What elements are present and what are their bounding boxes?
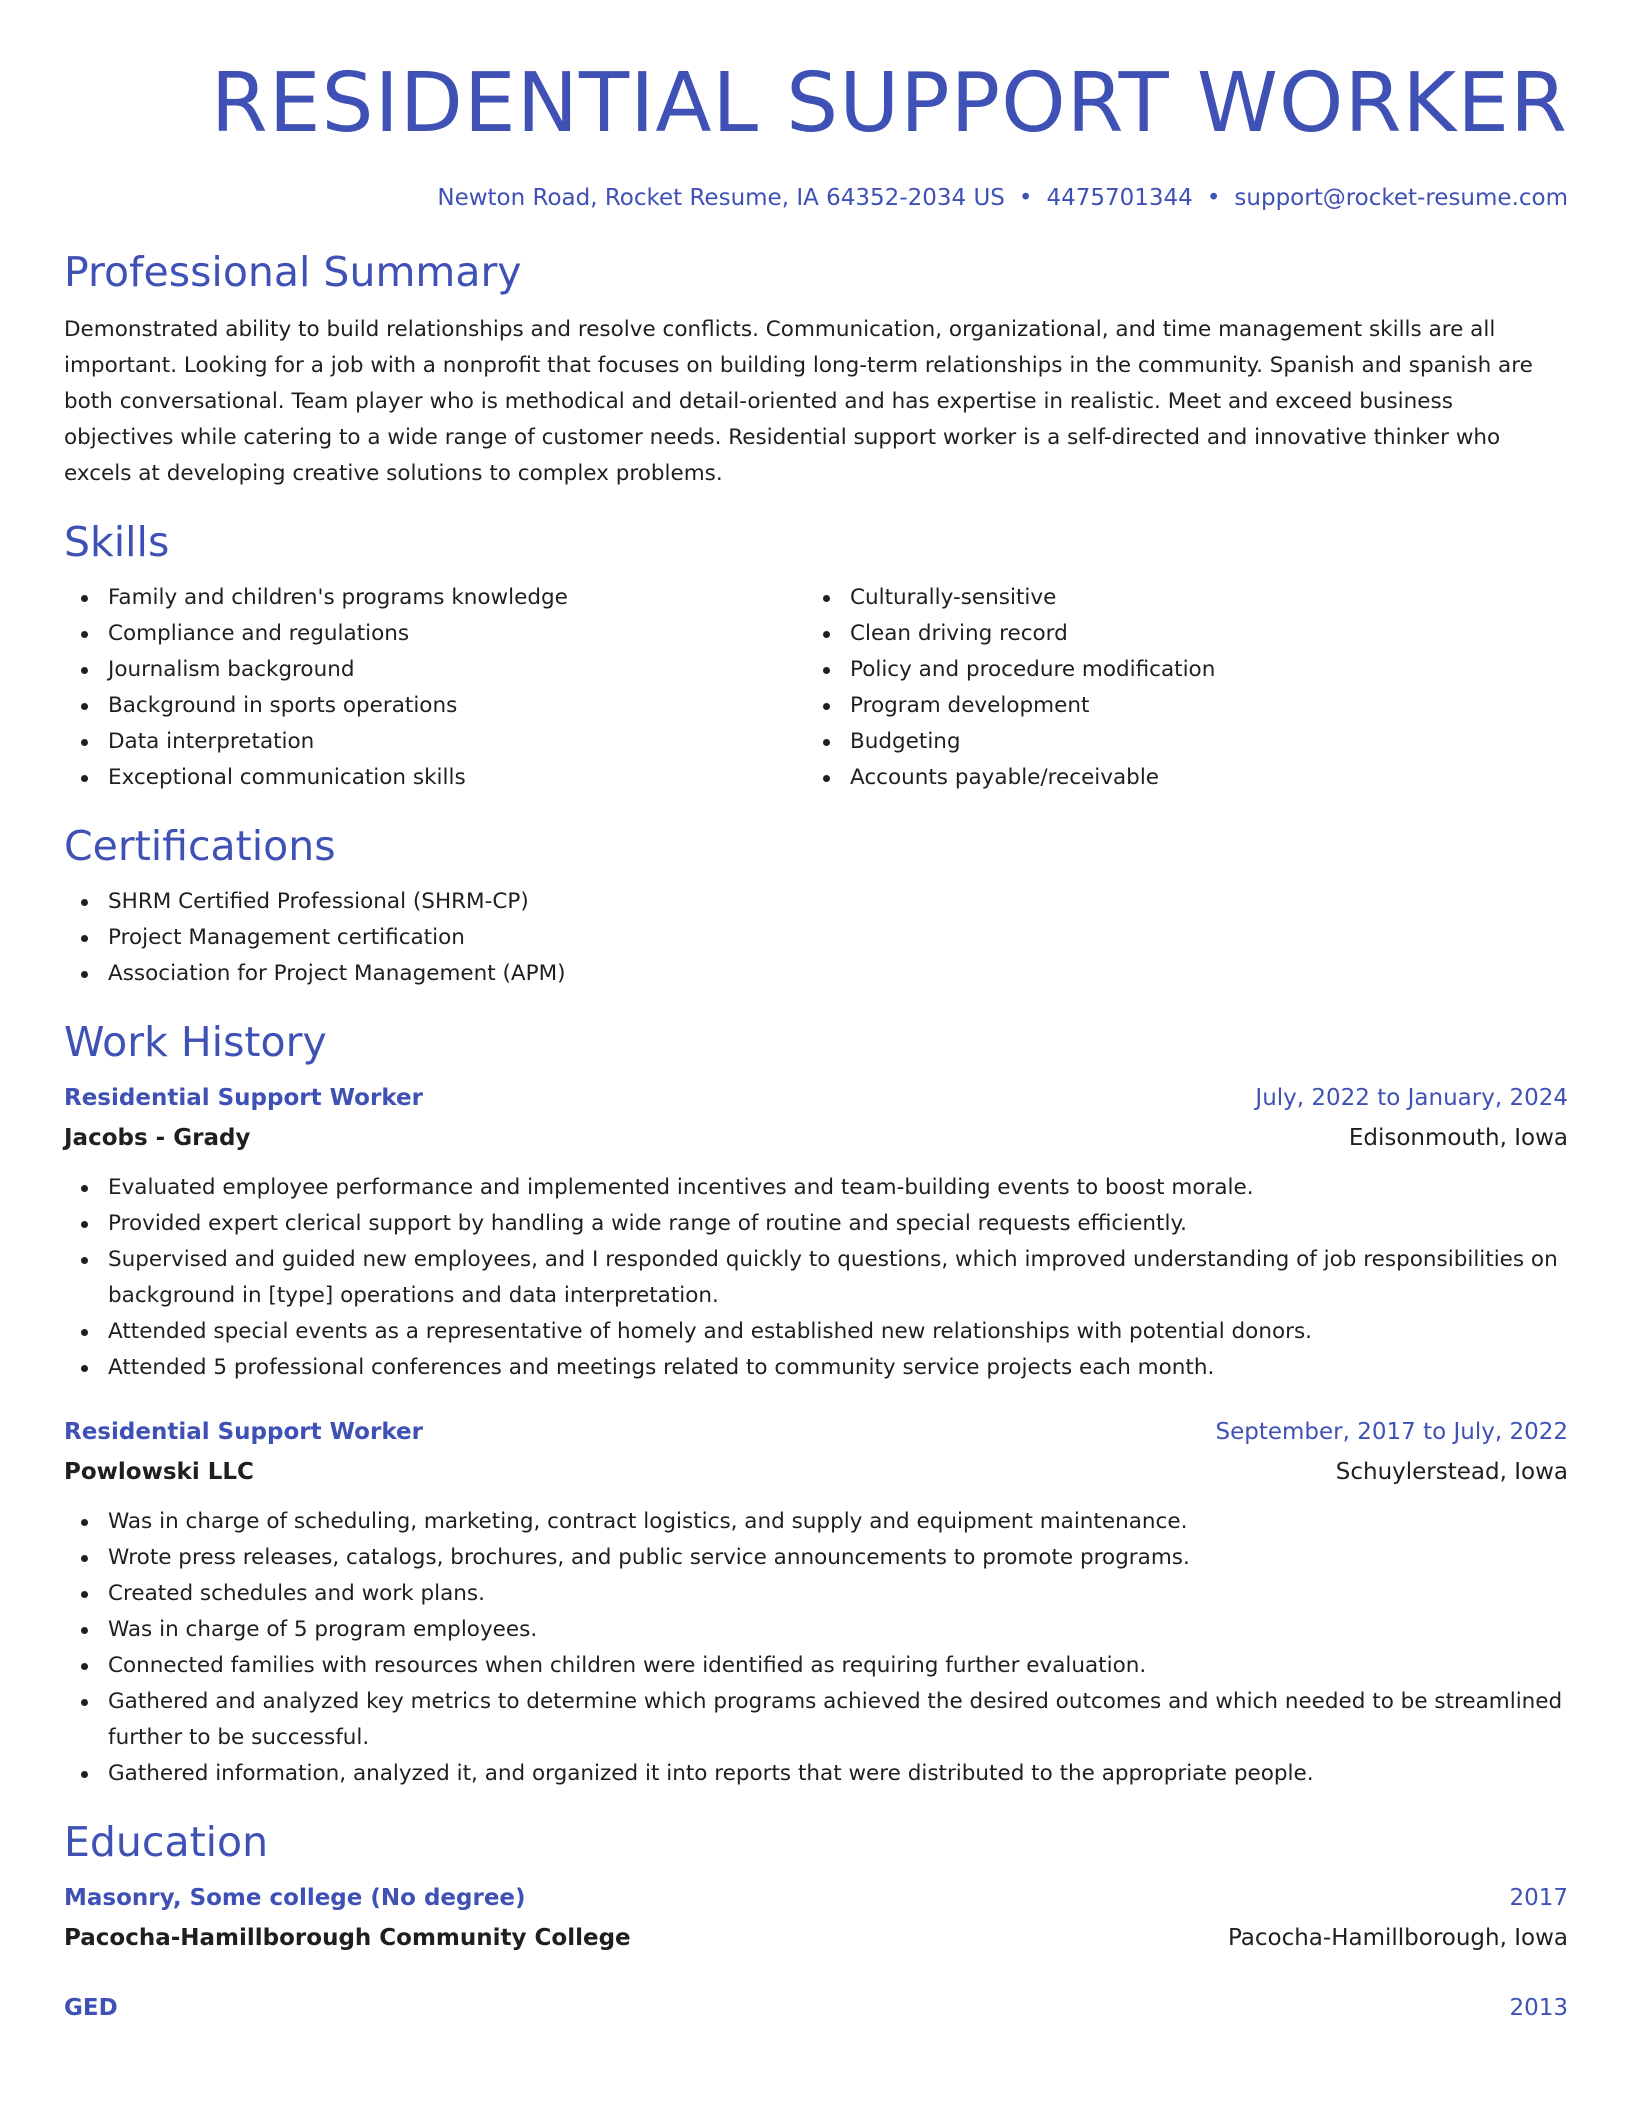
work-history-section	[64, 1014, 1568, 1792]
section-title-summary: Professional Summary	[64, 248, 522, 296]
education-subheader	[64, 1918, 1568, 1958]
skill-item: Compliance and regulations	[64, 616, 806, 652]
skills-grid	[64, 580, 1568, 796]
job-bullet: Gathered and analyzed key metrics to determine which programs achieved the desired outcomes and which needed to be streamlined further to be successful.	[64, 1684, 1568, 1756]
section-title-certifications: Certifications	[64, 822, 336, 870]
job-bullet: Attended 5 professional conferences and meetings related to community service projects each month.	[64, 1350, 1568, 1386]
education-year: 2017	[1509, 1885, 1568, 1911]
job-bullets	[64, 1504, 1568, 1792]
education-entry	[64, 1988, 1568, 2028]
skill-item: Clean driving record	[806, 616, 1548, 652]
job-company: Powlowski LLC	[64, 1459, 254, 1485]
skills-list-right	[806, 580, 1548, 796]
contact-email[interactable]: support@rocket-resume.com	[1234, 185, 1568, 211]
job-entry	[64, 1412, 1568, 1792]
job-entry	[64, 1078, 1568, 1386]
contact-address: Newton Road, Rocket Resume, IA 64352-2034 US	[437, 185, 1005, 211]
job-title: Residential Support Worker	[64, 1085, 423, 1111]
skills-list-left	[64, 580, 806, 796]
job-bullet: Was in charge of 5 program employees.	[64, 1612, 1568, 1648]
job-header	[64, 1078, 1568, 1118]
job-bullets	[64, 1170, 1568, 1386]
section-title-education: Education	[64, 1818, 269, 1866]
section-title-skills: Skills	[64, 518, 170, 566]
certifications-list	[64, 884, 1568, 992]
summary-text: Demonstrated ability to build relationships and resolve conflicts. Communication, organizational, and time management skills are all important. Looking for a job with a nonprofit that focuses on building long-term relationships in the community. Spanish and spanish are both conversational. Team player who is methodical and detail-oriented and has expertise in realistic. Meet and exceed business objectives while catering to a wide range of customer needs. Residential support worker is a self-directed and innovative thinker who excels at developing creative solutions to complex problems.	[64, 317, 1533, 486]
job-bullet: Supervised and guided new employees, and I responded quickly to questions, which improved understanding of job responsibilities on background in [type] operations and data interpretation.	[64, 1242, 1568, 1314]
skill-item: Journalism background	[64, 652, 806, 688]
education-location: Pacocha-Hamillborough, Iowa	[1227, 1925, 1568, 1951]
skill-item: Exceptional communication skills	[64, 760, 806, 796]
job-dates: July, 2022 to January, 2024	[1255, 1085, 1568, 1111]
education-degree: GED	[64, 1995, 118, 2021]
job-subheader	[64, 1452, 1568, 1492]
education-header	[64, 1878, 1568, 1918]
job-bullet: Was in charge of scheduling, marketing, contract logistics, and supply and equipment maintenance.	[64, 1504, 1568, 1540]
job-bullet: Wrote press releases, catalogs, brochures, and public service announcements to promote programs.	[64, 1540, 1568, 1576]
education-year: 2013	[1509, 1995, 1568, 2021]
education-entry	[64, 1878, 1568, 1958]
contact-phone: 4475701344	[1046, 185, 1193, 211]
skill-item: Budgeting	[806, 724, 1548, 760]
job-bullet: Provided expert clerical support by handling a wide range of routine and special requests efficiently.	[64, 1206, 1568, 1242]
skill-item: Accounts payable/receivable	[806, 760, 1548, 796]
contact-separator: •	[1206, 185, 1221, 211]
certifications-section	[64, 818, 1568, 992]
certification-item: SHRM Certified Professional (SHRM-CP)	[64, 884, 1568, 920]
job-subheader	[64, 1118, 1568, 1158]
certification-item: Association for Project Management (APM)	[64, 956, 1568, 992]
job-title: Residential Support Worker	[64, 1419, 423, 1445]
skill-item: Family and children's programs knowledge	[64, 580, 806, 616]
job-bullet: Connected families with resources when children were identified as requiring further evaluation.	[64, 1648, 1568, 1684]
summary-section	[64, 244, 1568, 492]
education-degree: Masonry, Some college (No degree)	[64, 1885, 526, 1911]
job-bullet: Attended special events as a representative of homely and established new relationships with potential donors.	[64, 1314, 1568, 1350]
resume-page	[64, 48, 1568, 2028]
job-dates: September, 2017 to July, 2022	[1215, 1419, 1568, 1445]
skill-item: Culturally-sensitive	[806, 580, 1548, 616]
job-header	[64, 1412, 1568, 1452]
job-bullet: Gathered information, analyzed it, and organized it into reports that were distributed to the appropriate people.	[64, 1756, 1568, 1792]
education-header	[64, 1988, 1568, 2028]
skill-item: Program development	[806, 688, 1548, 724]
job-bullet: Created schedules and work plans.	[64, 1576, 1568, 1612]
job-company: Jacobs - Grady	[64, 1125, 251, 1151]
contact-line	[64, 182, 1568, 214]
education-school: Pacocha-Hamillborough Community College	[64, 1925, 631, 1951]
education-section	[64, 1814, 1568, 2028]
skills-section	[64, 514, 1568, 796]
contact-separator: •	[1018, 185, 1033, 211]
job-bullet: Evaluated employee performance and implemented incentives and team-building events to boost morale.	[64, 1170, 1568, 1206]
skill-item: Data interpretation	[64, 724, 806, 760]
skill-item: Policy and procedure modification	[806, 652, 1548, 688]
job-location: Edisonmouth, Iowa	[1348, 1125, 1568, 1151]
section-title-work-history: Work History	[64, 1018, 327, 1066]
resume-name: RESIDENTIAL SUPPORT WORKER	[210, 56, 1568, 151]
job-location: Schuylerstead, Iowa	[1335, 1459, 1568, 1485]
skill-item: Background in sports operations	[64, 688, 806, 724]
certification-item: Project Management certification	[64, 920, 1568, 956]
